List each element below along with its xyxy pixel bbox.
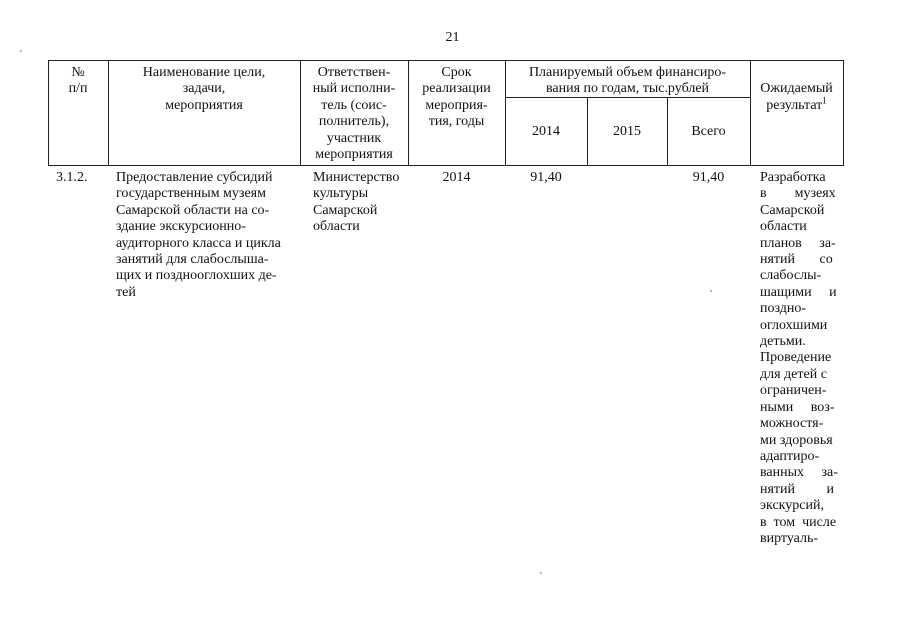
result-line: слабослы- (760, 268, 822, 284)
scan-speck (20, 50, 22, 52)
header-result-label: Ожидаемый результат (760, 81, 833, 113)
row-total: 91,40 (692, 170, 725, 185)
result-line: нятий и (760, 481, 835, 497)
header-result (750, 65, 843, 114)
result-line: оглохшими (760, 317, 828, 333)
scan-speck (540, 572, 542, 574)
result-line: планов за- (760, 235, 836, 251)
result-line: ными воз- (760, 399, 835, 415)
row-num: 3.1.2. (56, 170, 88, 185)
result-line: Проведение (760, 350, 832, 366)
scan-speck (710, 290, 712, 292)
result-line: ограничен- (760, 383, 827, 399)
result-line: детьми. (760, 334, 806, 350)
result-line: области (760, 219, 807, 235)
result-line: виртуаль- (760, 530, 819, 546)
table-top-border (48, 60, 844, 61)
result-line: в музеях (760, 186, 836, 202)
header-funding: Планируемый объем финансиро- вания по годам, тыс.рублей (528, 65, 727, 97)
header-result-footnote: 1 (822, 95, 827, 106)
result-line: нятий со (760, 252, 833, 268)
header-period: Срок реализации мероприя- тия, годы (422, 65, 491, 130)
header-num: № п/п (68, 65, 88, 97)
header-total: Всего (691, 124, 726, 139)
result-line: Самарской (760, 202, 825, 218)
result-line: ми здоровья (760, 432, 833, 448)
header-2014: 2014 (532, 124, 560, 139)
header-bottom-border (48, 165, 844, 166)
row-2014: 91,40 (530, 170, 562, 185)
result-line: экскурсий, (760, 498, 824, 514)
row-name: Предоставление субсидий государственным музеям Самарской области на со- здание экскурсионно- аудиторного класса и цикла занятий для слабослыша- щих и позднооглохших де- тей (116, 170, 281, 300)
result-line: адаптиро- (760, 448, 820, 464)
page-number: 21 (445, 30, 460, 45)
result-line: поздно- (760, 301, 807, 317)
result-line: для детей с (760, 366, 827, 382)
result-line: Разработка (760, 170, 826, 185)
result-line: в том числе (760, 514, 837, 530)
result-line: шащими и (760, 284, 837, 300)
result-line: можностя- (760, 416, 824, 432)
header-name: Наименование цели, задачи, мероприятия (142, 65, 266, 113)
row-result (760, 170, 844, 547)
result-line: ванных за- (760, 465, 838, 481)
header-2015: 2015 (613, 124, 641, 139)
row-period: 2014 (442, 170, 471, 185)
table-right-border (843, 60, 844, 166)
header-executor: Ответствен- ный исполни- тель (соис- полнитель), участник мероприятия (312, 65, 396, 163)
row-executor: Министерство культуры Самарской области (313, 170, 400, 235)
